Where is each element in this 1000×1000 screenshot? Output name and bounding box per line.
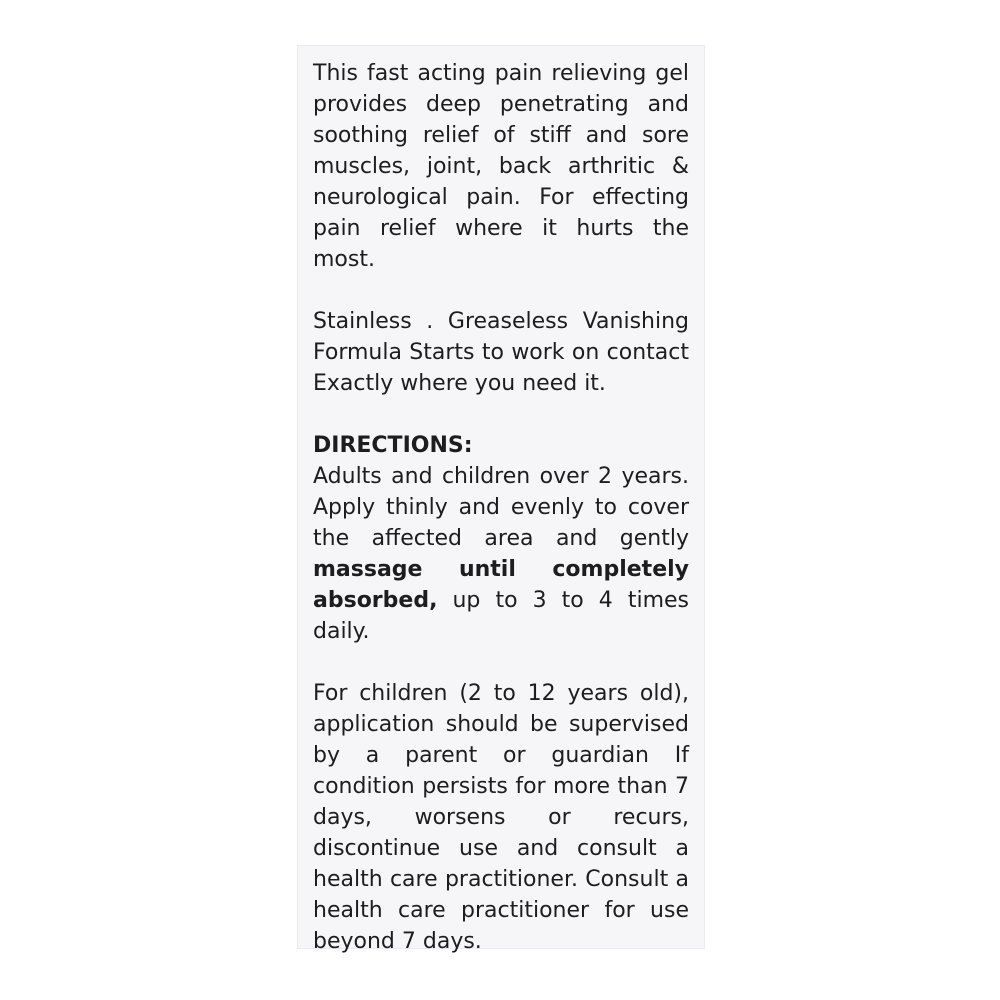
directions-text-1: Adults and children over 2 years. Apply thinly and evenly to cover the affected area and gently <box>313 464 689 551</box>
intro-paragraph: This fast acting pain relieving gel provides deep penetrating and soothing relief of stiff and sore muscles, joint, back arthritic & neurological pain. For effecting pain relief where it hurts the most. <box>313 61 689 272</box>
directions-heading: DIRECTIONS: <box>313 433 473 458</box>
children-paragraph: For children (2 to 12 years old), application should be supervised by a parent or guardian If condition persists for more than 7 days, worsens or recurs, discontinue use and consult a health care practitioner. Consult a health care practitioner for use beyond 7 days. <box>313 681 689 954</box>
formula-paragraph: Stainless . Greaseless Vanishing Formula Starts to work on contact Exactly where you need it. <box>313 309 689 396</box>
paragraph-spacer <box>313 647 689 678</box>
label-text-block <box>313 58 689 957</box>
directions-text-2: up to 3 to 4 times daily. <box>313 588 689 644</box>
directions-paragraph <box>313 461 689 647</box>
paragraph-spacer <box>313 399 689 430</box>
paragraph-spacer <box>313 275 689 306</box>
label-panel <box>298 46 704 954</box>
directions-bold-text: massage until completely absorbed, <box>313 557 689 613</box>
